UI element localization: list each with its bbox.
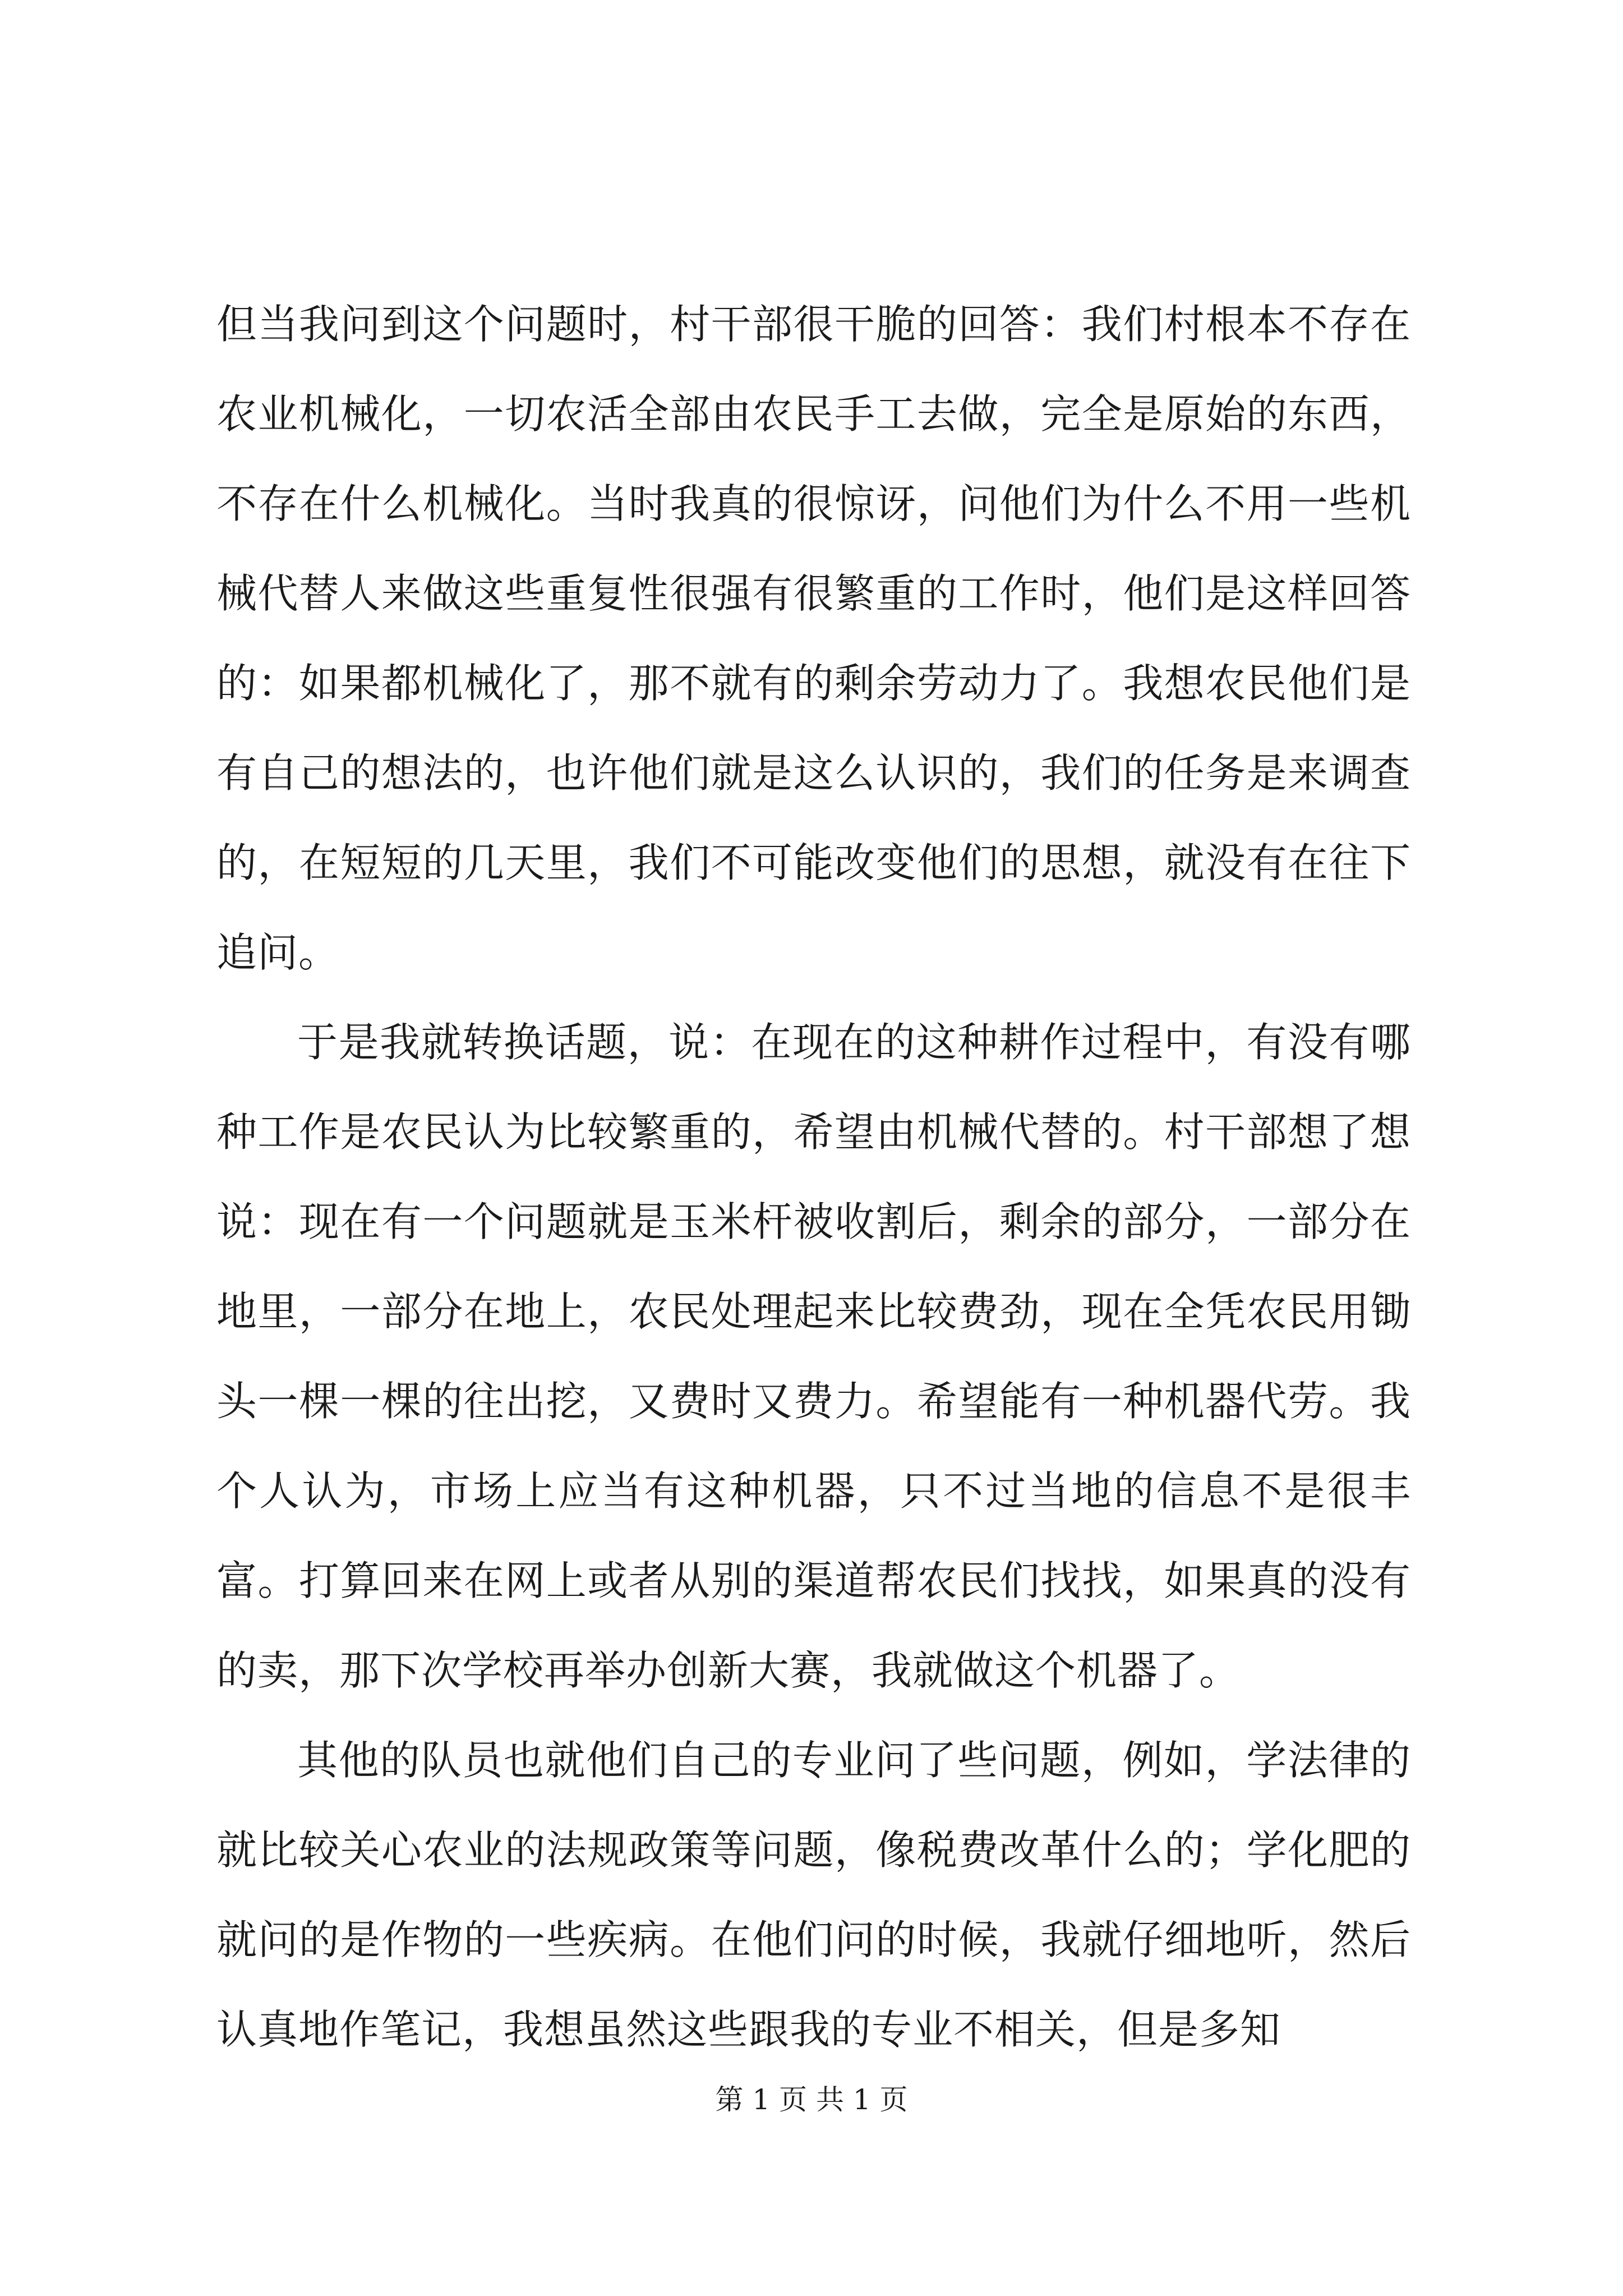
document-body: [216, 279, 1411, 2074]
paragraph-1: 但当我问到这个问题时，村干部很干脆的回答：我们村根本不存在农业机械化，一切农活全部由农民手工去做，完全是原始的东西，不存在什么机械化。当时我真的很惊讶，问他们为什么不用一些机械代替人来做这些重复性很强有很繁重的工作时，他们是这样回答的：如果都机械化了，那不就有的剩余劳动力了。我想农民他们是有自己的想法的，也许他们就是这么认识的，我们的任务是来调查的，在短短的几天里，我们不可能改变他们的思想，就没有在往下追问。: [216, 301, 1411, 976]
page-footer: [0, 2080, 1623, 2119]
paragraph-3: 其他的队员也就他们自己的专业问了些问题，例如，学法律的就比较关心农业的法规政策等问题，像税费改革什么的；学化肥的就问的是作物的一些疾病。在他们问的时候，我就仔细地听，然后认真地作笔记，我想虽然这些跟我的专业不相关，但是多知: [216, 1737, 1411, 2053]
page-number-label: 第 1 页 共 1 页: [715, 2083, 908, 2116]
paragraph-2: 于是我就转换话题，说：在现在的这种耕作过程中，有没有哪种工作是农民认为比较繁重的，希望由机械代替的。村干部想了想说：现在有一个问题就是玉米杆被收割后，剩余的部分，一部分在地里，一部分在地上，农民处理起来比较费劲，现在全凭农民用锄头一棵一棵的往出挖，又费时又费力。希望能有一种机器代劳。我个人认为，市场上应当有这种机器，只不过当地的信息不是很丰富。打算回来在网上或者从别的渠道帮农民们找找，如果真的没有的卖，那下次学校再举办创新大赛，我就做这个机器了。: [216, 1019, 1411, 1694]
